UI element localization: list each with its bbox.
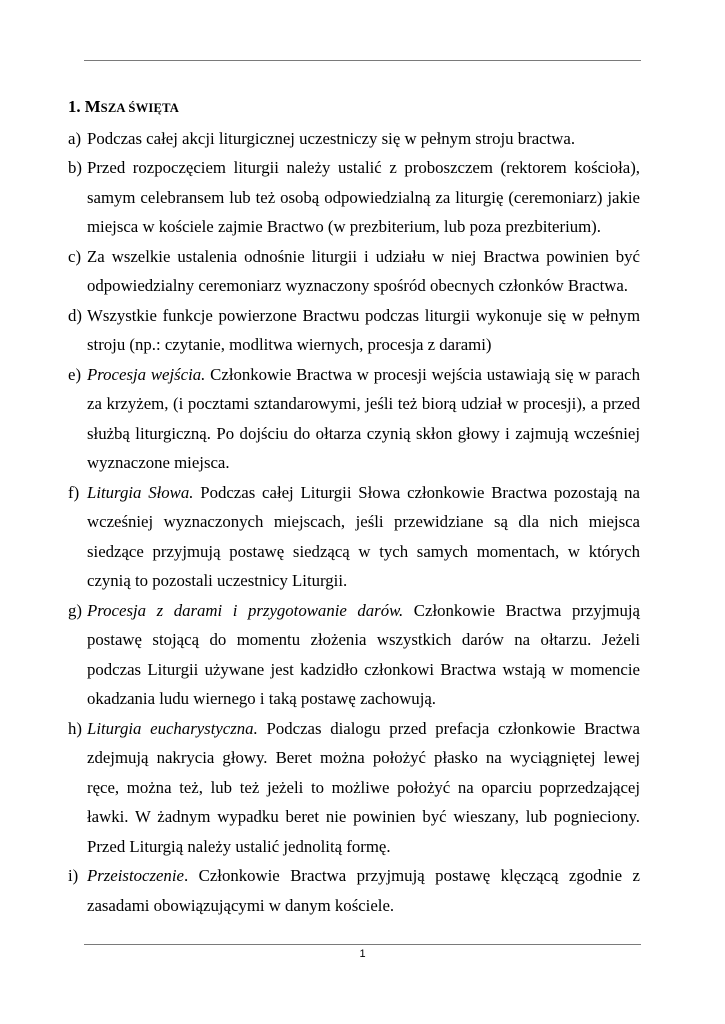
item-marker: i) [68, 866, 79, 885]
item-marker: e) [68, 364, 82, 384]
item-marker: f) [68, 482, 80, 502]
list-item [68, 360, 640, 478]
item-text [87, 124, 640, 154]
header-rule [84, 60, 641, 61]
item-body: Podczas dialogu przed prefacja członkowie Bractwa zdejmują nakrycia głowy. Beret można położyć płasko na wyciągniętej lewej ręce, można też, lub też jeżeli to możliwe położyć na oparciu poprzedzającej ławki. W żadnym wypadku beret nie powinien być wieszany, lub pognieciony. Przed Liturgią należy ustalić jednolitą formę. [87, 718, 641, 856]
item-text [87, 360, 640, 478]
item-list [68, 124, 640, 921]
item-body: Za wszelkie ustalenia odnośnie liturgii i udziału w niej Bractwa powinien być odpowiedzialny ceremoniarz wyznaczony spośród obecnych członków Bractwa. [87, 246, 640, 295]
list-item [68, 596, 640, 714]
section-heading [68, 92, 640, 124]
item-text [87, 861, 640, 920]
list-item [68, 242, 640, 301]
item-body: Członkowie Bractwa w procesji wejścia ustawiają się w parach za krzyżem, (i pocztami sztandarowymi, jeśli też biorą udział w procesji), a przed służbą liturgiczną. Po dojściu do ołtarza czynią skłon głowy i zajmują wcześniej wyznaczone miejsca. [87, 364, 640, 472]
item-lead: Procesja wejścia. [87, 364, 206, 384]
list-item [68, 301, 640, 360]
item-lead: Procesja z darami i przygotowanie darów. [87, 600, 404, 620]
heading-first-letter: M [84, 97, 101, 116]
item-marker: c) [68, 246, 82, 266]
list-item [68, 861, 640, 920]
item-body: Wszystkie funkcje powierzone Bractwu podczas liturgii wykonuje się w pełnym stroju (np.: czytanie, modlitwa wiernych, procesja z darami) [87, 305, 640, 354]
item-text [87, 478, 640, 596]
item-body: Podczas całej akcji liturgicznej uczestniczy się w pełnym stroju bractwa. [87, 128, 576, 148]
item-body: Podczas całej Liturgii Słowa członkowie Bractwa pozostają na wcześniej wyznaczonych miejscach, jeśli przewidziane są dla nich miejsca siedzące przyjmują postawę siedzącą w tych samych momentach, w których czynią to pozostali uczestnicy Liturgii. [87, 482, 640, 590]
item-body: Członkowie Bractwa przyjmują postawę stojącą do momentu złożenia wszystkich darów na ołtarzu. Jeżeli podczas Liturgii używane jest kadzidło członkowi Bractwa wstają w momencie okadzania ludu wiernego i taką postawę zachowują. [87, 600, 640, 708]
item-marker: g) [68, 600, 82, 620]
list-item [68, 478, 640, 596]
list-item [68, 714, 640, 862]
item-body: . Członkowie Bractwa przyjmują postawę klęczącą zgodnie z zasadami obowiązującymi w danym kościele. [87, 866, 640, 915]
item-marker: d) [68, 305, 82, 325]
item-marker: h) [68, 718, 82, 738]
footer-rule [84, 944, 641, 945]
item-lead: Liturgia Słowa. [87, 482, 194, 502]
item-marker: a) [68, 128, 82, 148]
item-lead: Liturgia eucharystyczna. [87, 718, 258, 738]
list-item [68, 153, 640, 242]
item-text [87, 153, 640, 242]
item-marker: b) [68, 158, 82, 177]
item-text [87, 714, 640, 862]
item-body: Przed rozpoczęciem liturgii należy ustalić z proboszczem (rektorem kościoła), samym celebransem lub też osobą odpowiedzialną za liturgię (ceremoniarz) jakie miejsca w kościele zajmie Bractwo (w prezbiterium, lub poza prezbiterium). [87, 158, 640, 236]
page-body [68, 92, 640, 920]
item-lead: Przeistoczenie [87, 866, 184, 885]
item-text [87, 596, 640, 714]
page-number: 1 [359, 948, 366, 960]
heading-rest: SZA ŚWIĘTA [100, 101, 180, 115]
list-item [68, 124, 640, 154]
item-text [87, 242, 640, 301]
item-text [87, 301, 640, 360]
heading-number: 1. [68, 97, 85, 116]
